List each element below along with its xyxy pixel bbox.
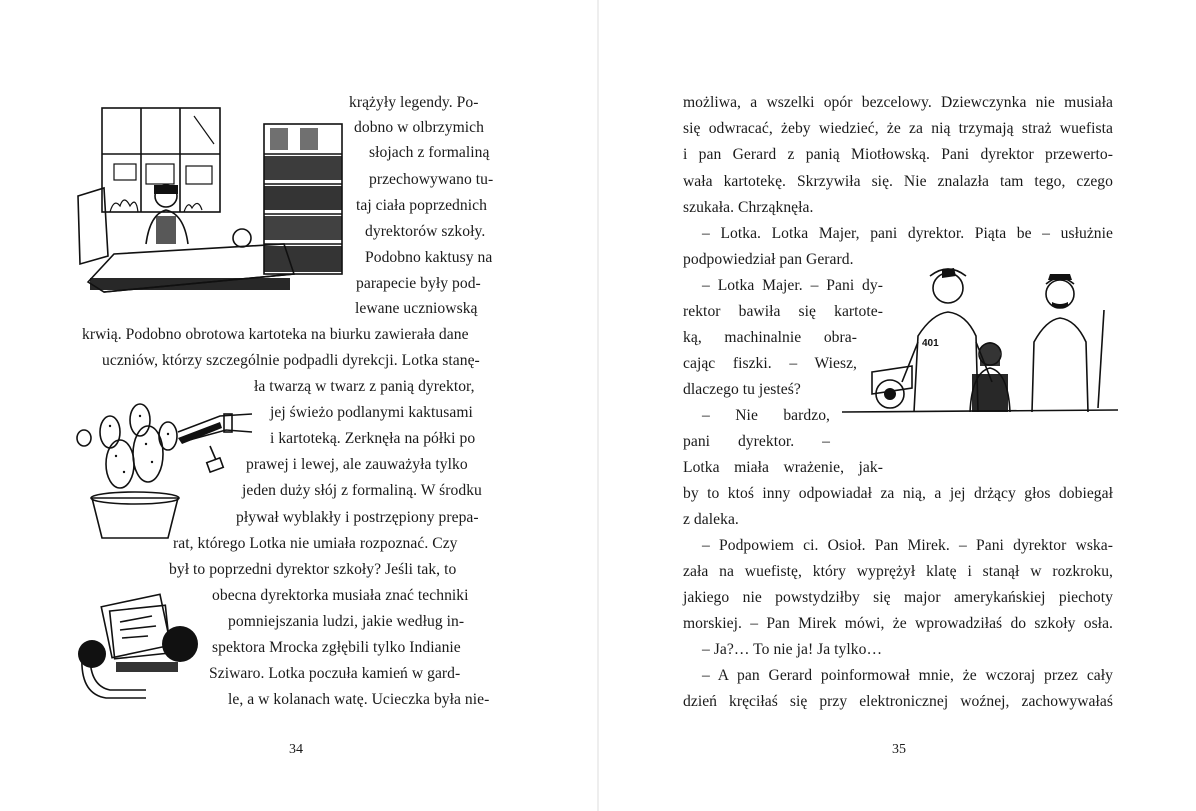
text-line: i pan Gerard z panią Miotłowską. Pani dyrektor przewerto- bbox=[683, 146, 1113, 163]
text-line: podpowiedział pan Gerard. bbox=[683, 251, 854, 268]
page-number-left: 34 bbox=[289, 742, 303, 757]
text-line: le, a w kolanach watę. Ucieczka była nie- bbox=[228, 691, 490, 708]
text-line: cając fiszki. – Wiesz, bbox=[683, 355, 857, 372]
page-number-right: 35 bbox=[892, 742, 906, 757]
text-line: Lotka miała wrażenie, jak- bbox=[683, 459, 883, 476]
text-line: prawej i lewej, ale zauważyła tylko bbox=[246, 456, 468, 473]
text-line: uczniów, którzy szczególnie podpadli dyrekcji. Lotka stanę- bbox=[102, 352, 480, 369]
text-line: przechowywano tu- bbox=[369, 171, 494, 188]
text-line: jej świeżo podlanymi kaktusami bbox=[270, 404, 473, 421]
text-line: obecna dyrektorka musiała znać techniki bbox=[212, 587, 469, 604]
text-line: jeden duży słój z formaliną. W środku bbox=[242, 482, 482, 499]
text-line: – Lotka. Lotka Majer, pani dyrektor. Piąta be – usłużnie bbox=[702, 225, 1113, 242]
text-line: – Podpowiem ci. Osioł. Pan Mirek. – Pani dyrektor wska- bbox=[702, 537, 1113, 554]
text-line: dzień kręciłaś się przy elektronicznej woźnej, zachowywałaś bbox=[683, 693, 1113, 710]
text-line: Podobno kaktusy na bbox=[365, 249, 493, 266]
text-line: możliwa, a wszelki opór bezcelowy. Dziewczynka nie musiała bbox=[683, 94, 1113, 111]
text-line: jakiego nie powstydziłby się major amerykańskiej piechoty bbox=[683, 589, 1113, 606]
text-line: rat, którego Lotka nie umiała rozpoznać. Czy bbox=[173, 535, 458, 552]
cactus-illustration bbox=[70, 396, 254, 546]
right-page bbox=[598, 0, 1196, 811]
text-line: dlaczego tu jesteś? bbox=[683, 381, 801, 398]
text-line: był to poprzedni dyrektor szkoły? Jeśli tak, to bbox=[169, 561, 457, 578]
text-line: krążyły legendy. Po- bbox=[349, 94, 479, 111]
card-file-illustration bbox=[76, 586, 200, 706]
text-line: pani dyrektor. – bbox=[683, 433, 830, 450]
text-line: słojach z formaliną bbox=[369, 144, 490, 161]
text-line: parapecie były pod- bbox=[356, 275, 481, 292]
text-line: ką, machinalnie obra- bbox=[683, 329, 857, 346]
office-illustration bbox=[74, 104, 349, 294]
text-line: szukała. Chrząknęła. bbox=[683, 199, 814, 216]
text-line: i kartoteką. Zerknęła na półki po bbox=[270, 430, 476, 447]
text-line: pływał wyblakły i postrzępiony prepa- bbox=[236, 509, 479, 526]
text-line: krwią. Podobno obrotowa kartoteka na biurku zawierała dane bbox=[82, 326, 469, 343]
text-line: wała kartotekę. Skrzywiła się. Nie znalazła tam tego, czego bbox=[683, 173, 1113, 190]
text-line: dyrektorów szkoły. bbox=[365, 223, 486, 240]
text-line: by to ktoś inny odpowiadał za nią, a jej drżący głos dobiegał bbox=[683, 485, 1113, 502]
text-line: pomniejszania ludzi, jakie według in- bbox=[228, 613, 465, 630]
text-line: Sziwaro. Lotka poczuła kamień w gard- bbox=[209, 665, 461, 682]
text-line: morskiej. – Pan Mirek mówi, że wprowadziłaś do szkoły osła. bbox=[683, 615, 1113, 632]
text-line: – A pan Gerard poinformował mnie, że wczoraj przez cały bbox=[702, 667, 1113, 684]
text-line: – Lotka Majer. – Pani dy- bbox=[702, 277, 883, 294]
text-line: ła twarzą w twarz z panią dyrektor, bbox=[254, 378, 475, 395]
text-line: rektor bawiła się kartote- bbox=[683, 303, 883, 320]
text-line: – Nie bardzo, bbox=[702, 407, 830, 424]
characters-illustration bbox=[842, 262, 1118, 434]
text-line: spektora Mrocka zgłębili tylko Indianie bbox=[212, 639, 461, 656]
text-line: dobno w olbrzymich bbox=[354, 119, 484, 136]
text-line: się odwracać, żeby wiedzieć, że za nią trzymają straż wuefista bbox=[683, 120, 1113, 137]
text-line: taj ciała poprzednich bbox=[356, 197, 487, 214]
text-line: zała na wuefistę, który wyprężył klatę i stanął w rozkroku, bbox=[683, 563, 1113, 580]
text-line: – Ja?… To nie ja! Ja tylko… bbox=[702, 641, 883, 658]
text-line: lewane uczniowską bbox=[355, 300, 478, 317]
text-line: z daleka. bbox=[683, 511, 739, 528]
shirt-badge-text: 401 bbox=[922, 338, 939, 349]
